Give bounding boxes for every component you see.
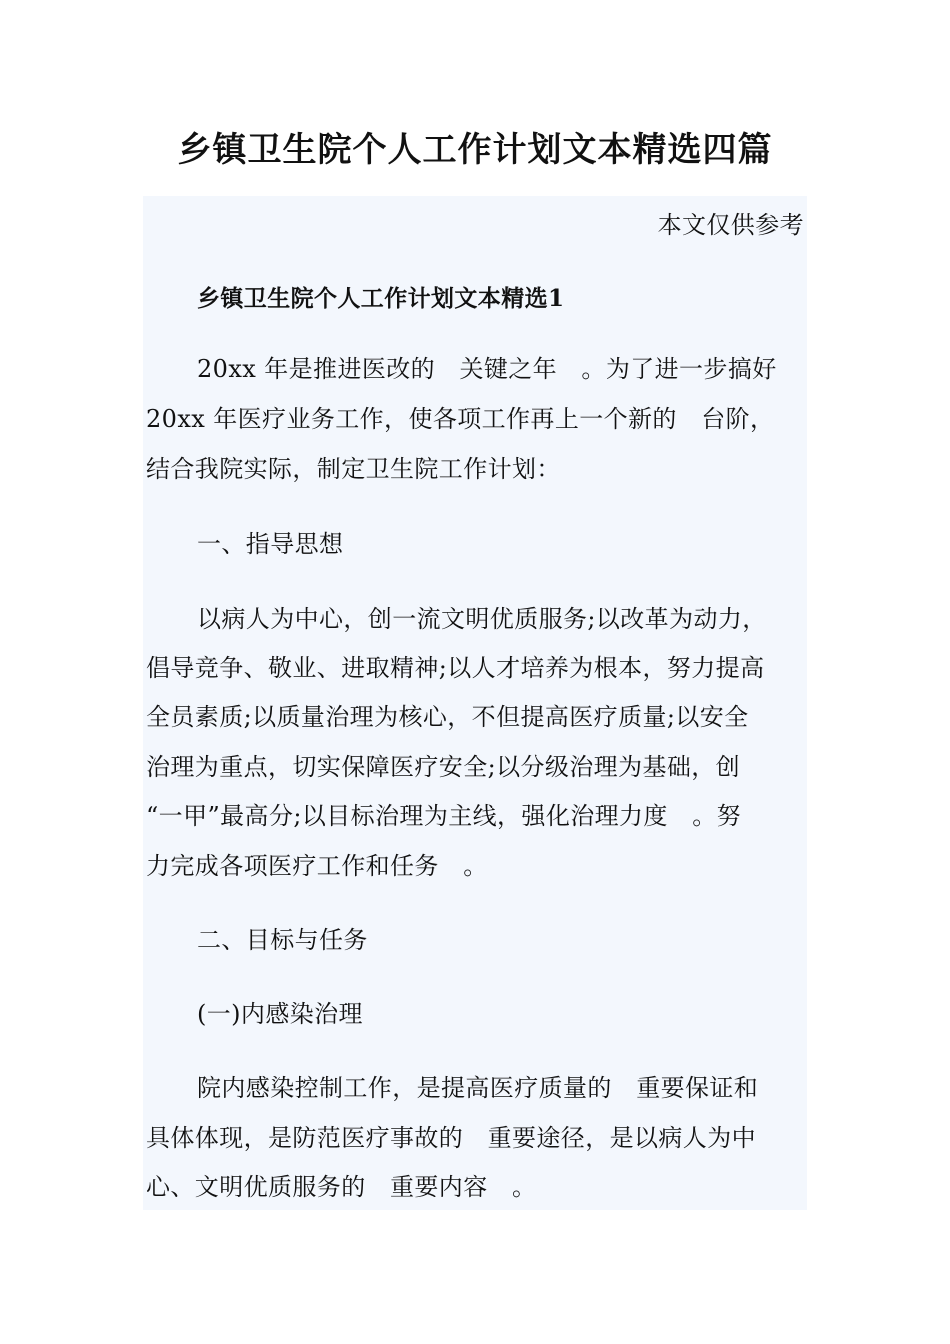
section-heading: 一、指导思想 — [197, 530, 344, 558]
paragraph-line: 倡导竞争、敬业、进取精神;以人才培养为根本，努力提高 — [146, 654, 765, 682]
paragraph-line: 院内感染控制工作，是提高医疗质量的 重要保证和 — [197, 1074, 759, 1102]
paragraph-line: “一甲”最高分;以目标治理为主线，强化治理力度 。努 — [146, 802, 742, 830]
paragraph-line: 以病人为中心，创一流文明优质服务;以改革为动力， — [197, 605, 767, 633]
section-heading: 二、目标与任务 — [197, 926, 368, 954]
paragraph-line: 具体体现，是防范医疗事故的 重要途径，是以病人为中 — [146, 1124, 756, 1152]
reference-note: 本文仅供参考 — [657, 211, 804, 239]
paragraph-line: 20xx 年是推进医改的 关键之年 。为了进一步搞好 — [197, 355, 777, 383]
section-title: 乡镇卫生院个人工作计划文本精选1 — [197, 285, 565, 312]
paragraph-line: 力完成各项医疗工作和任务 。 — [146, 852, 488, 880]
paragraph-line: 治理为重点，切实保障医疗安全;以分级治理为基础，创 — [146, 753, 741, 781]
document-title: 乡镇卫生院个人工作计划文本精选四篇 — [177, 130, 773, 170]
paragraph-line: 全员素质;以质量治理为核心，不但提高医疗质量;以安全 — [146, 703, 749, 731]
document-body — [143, 196, 807, 1210]
paragraph-line: 结合我院实际，制定卫生院工作计划： — [146, 455, 561, 483]
paragraph-line: 心、文明优质服务的 重要内容 。 — [146, 1173, 537, 1201]
subsection-heading: (一)内感染治理 — [197, 1000, 363, 1028]
paragraph-line: 20xx 年医疗业务工作，使各项工作再上一个新的 台阶， — [146, 405, 775, 433]
